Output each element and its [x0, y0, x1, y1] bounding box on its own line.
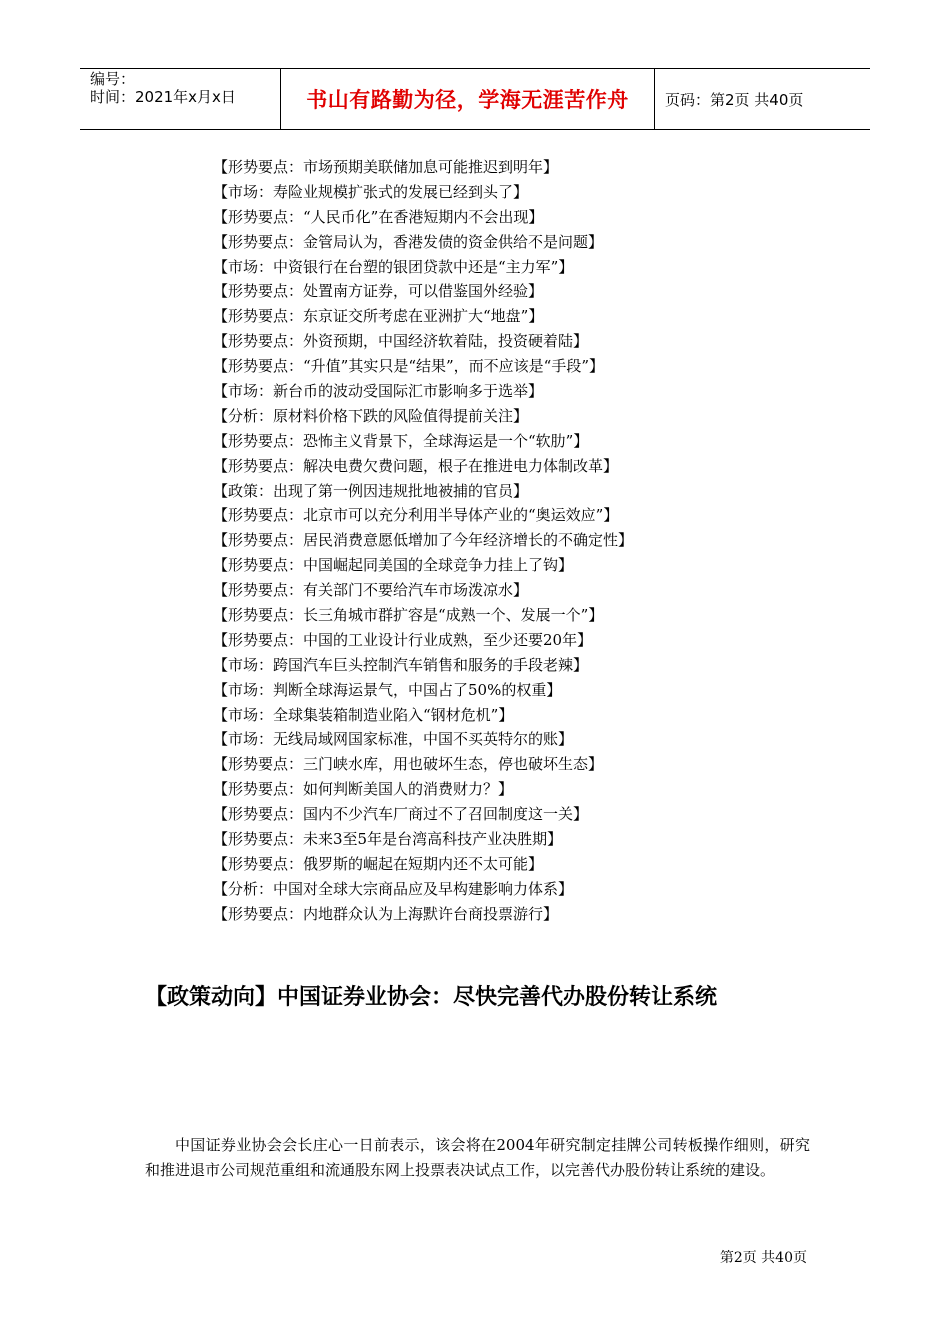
headline-item: 【形势要点：解决电费欠费问题，根子在推进电力体制改革】 — [213, 456, 619, 475]
headline-item: 【形势要点：外资预期，中国经济软着陆，投资硬着陆】 — [213, 332, 589, 351]
headline-item: 【市场：中资银行在台塑的银团贷款中还是“主力军”】 — [213, 257, 574, 276]
headline-item: 【形势要点：如何判断美国人的消费财力？】 — [213, 780, 514, 799]
headline-item: 【形势要点：北京市可以充分利用半导体产业的“奥运效应”】 — [213, 506, 619, 525]
headline-item: 【形势要点：市场预期美联储加息可能推迟到明年】 — [213, 158, 559, 176]
headline-item: 【形势要点：金管局认为，香港发债的资金供给不是问题】 — [213, 232, 604, 251]
headline-item: 【形势要点：未来3至5年是台湾高科技产业决胜期】 — [213, 830, 563, 849]
headline-item: 【市场：无线局域网国家标准，中国不买英特尔的账】 — [213, 730, 574, 749]
section-title: 【政策动向】中国证券业协会：尽快完善代办股份转让系统 — [145, 985, 718, 1010]
headline-item: 【形势要点：恐怖主义背景下，全球海运是一个“软肋”】 — [213, 431, 589, 450]
document-number-label: 编号： — [90, 70, 136, 88]
headline-item: 【市场：寿险业规模扩张式的发展已经到头了】 — [213, 182, 529, 201]
headline-item: 【市场：判断全球海运景气，中国占了50%的权重】 — [213, 680, 562, 699]
headline-item: 【形势要点：三门峡水库，用也破坏生态，停也破坏生态】 — [213, 755, 604, 774]
headline-item: 【形势要点：长三角城市群扩容是“成熟一个、发展一个”】 — [213, 606, 604, 625]
headline-item: 【形势要点：内地群众认为上海默许台商投票游行】 — [213, 904, 559, 923]
headline-list — [213, 155, 633, 927]
page-header — [80, 68, 870, 130]
headline-item: 【形势要点：“升值”其实只是“结果”，而不应该是“手段”】 — [213, 357, 605, 376]
headline-item: 【形势要点：中国的工业设计行业成熟，至少还要20年】 — [213, 630, 593, 649]
headline-item: 【分析：原材料价格下跌的风险值得提前关注】 — [213, 406, 529, 425]
headline-item: 【形势要点：有关部门不要给汽车市场泼凉水】 — [213, 581, 529, 600]
document-date-label: 时间：2021年x月x日 — [90, 88, 236, 106]
headline-item: 【分析：中国对全球大宗商品应及早构建影响力体系】 — [213, 879, 574, 898]
headline-item: 【形势要点：居民消费意愿低增加了今年经济增长的不确定性】 — [213, 531, 634, 550]
headline-item: 【政策：出现了第一例因违规批地被捕的官员】 — [213, 481, 529, 500]
header-meta — [80, 69, 281, 129]
headline-item: 【形势要点：处置南方证券，可以借鉴国外经验】 — [213, 282, 544, 301]
headline-item: 【形势要点：东京证交所考虑在亚洲扩大“地盘”】 — [213, 307, 544, 326]
headline-item: 【市场：新台币的波动受国际汇市影响多于选举】 — [213, 382, 544, 401]
headline-item: 【市场：全球集装箱制造业陷入“钢材危机”】 — [213, 705, 514, 724]
page-footer: 第2页 共40页 — [719, 1250, 807, 1266]
headline-item: 【形势要点：国内不少汽车厂商过不了召回制度这一关】 — [213, 805, 589, 824]
headline-item: 【形势要点：“人民币化”在香港短期内不会出现】 — [213, 207, 544, 226]
headline-item: 【形势要点：中国崛起同美国的全球竞争力挂上了钩】 — [213, 556, 574, 575]
header-motto: 书山有路勤为径，学海无涯苦作舟 — [281, 69, 655, 129]
header-page-number: 页码：第2页 共40页 — [665, 90, 804, 109]
headline-item: 【形势要点：俄罗斯的崛起在短期内还不太可能】 — [213, 854, 544, 873]
headline-item: 【市场：跨国汽车巨头控制汽车销售和服务的手段老辣】 — [213, 655, 589, 674]
body-paragraph: 中国证券业协会会长庄心一日前表示，该会将在2004年研究制定挂牌公司转板操作细则，研究和推进退市公司规范重组和流通股东网上投票表决试点工作，以完善代办股份转让系统的建设。 — [145, 1136, 810, 1179]
